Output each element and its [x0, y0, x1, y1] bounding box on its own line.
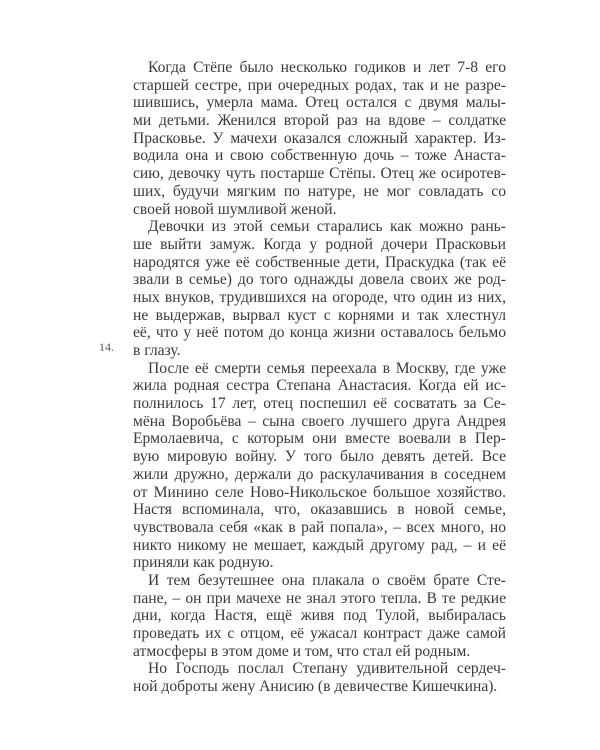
text-line: никто никому не мешает, каждый другому рад, – и её — [133, 536, 506, 554]
text-line: ших, будучи мягким по натуре, не мог совладать со — [133, 182, 506, 200]
text-line: Девочки из этой семьи старались как можно рань- — [148, 218, 506, 236]
text-line: приняли как родную. — [133, 554, 274, 572]
text-line: звали в семье) до того однажды довела своих же род- — [133, 271, 506, 289]
paragraph — [133, 660, 506, 695]
text-line: от Минино селе Ново-Никольское большое хозяйство. — [133, 483, 506, 501]
text-line: После её смерти семья переехала в Москву, где уже — [148, 359, 506, 377]
text-line: старшей сестре, при очередных родах, так и не разре- — [133, 76, 506, 94]
paragraph — [133, 59, 506, 218]
text-line: её, что у неё потом до конца жизни оставалось бельмо — [133, 324, 506, 342]
text-line: дни, когда Настя, ещё живя под Тулой, выбиралась — [133, 607, 506, 625]
text-line: жила родная сестра Степана Анастасия. Когда ей ис- — [133, 377, 506, 395]
text-line: Когда Стёпе было несколько годиков и лет 7-8 его — [148, 59, 506, 76]
text-line: своей новой шумливой женой. — [133, 200, 337, 218]
page-number: 14. — [99, 340, 114, 354]
text-line: чувствовала себя «как в рай попала», – всех много, но — [133, 518, 506, 536]
text-line: атмосферы в этом доме и том, что стал ей родным. — [133, 642, 471, 660]
text-line: Но Господь послал Степану удивительной сердеч- — [148, 660, 506, 678]
text-line: Прасковье. У мачехи оказался сложный характер. Из- — [133, 129, 506, 147]
text-line: ной доброты жену Анисию (в девичестве Кишечкина). — [133, 678, 498, 696]
text-line: И тем безутешнее она плакала о своём брате Сте- — [148, 571, 506, 589]
text-line: сию, девочку чуть постарше Стёпы. Отец же осиротев- — [133, 165, 506, 183]
text-line: ше выйти замуж. Когда у родной дочери Прасковьи — [133, 235, 506, 253]
text-line: ных внуков, трудившихся на огороде, что один из них, — [133, 288, 506, 306]
text-line: водила она и свою собственную дочь – тоже Анаста- — [133, 147, 506, 165]
text-line: полнилось 17 лет, отец поспешил её сосватать за Се- — [133, 395, 506, 413]
text-line: шившись, умерла мама. Отец остался с двумя малы- — [133, 94, 506, 112]
text-line: не выдержав, вырвал куст с корнями и так хлестнул — [133, 306, 506, 324]
body-text — [133, 59, 506, 696]
text-line: жили дружно, держали до раскулачивания в соседнем — [133, 465, 506, 483]
text-line: ми детьми. Женился второй раз на вдове – солдатке — [133, 112, 506, 130]
text-line: Ермолаевича, с которым они вместе воевали в Пер- — [133, 430, 506, 448]
text-line: в глазу. — [133, 342, 181, 359]
text-line: проведать их с отцом, её ужасал контраст даже самой — [133, 625, 506, 642]
paragraph — [133, 572, 506, 660]
text-line: пане, – он при мачехе не знал этого тепла. В те редкие — [133, 589, 506, 607]
paragraph — [133, 360, 506, 572]
text-line: народятся уже её собственные дети, Праскудка (так её — [133, 253, 506, 271]
text-line: Настя вспоминала, что, оказавшись в новой семье, — [133, 501, 506, 519]
paragraph — [133, 218, 506, 360]
text-line: вую мировую войну. У того было девять детей. Все — [133, 448, 506, 466]
text-line: мёна Воробьёва – сына своего лучшего друга Андрея — [133, 412, 506, 430]
